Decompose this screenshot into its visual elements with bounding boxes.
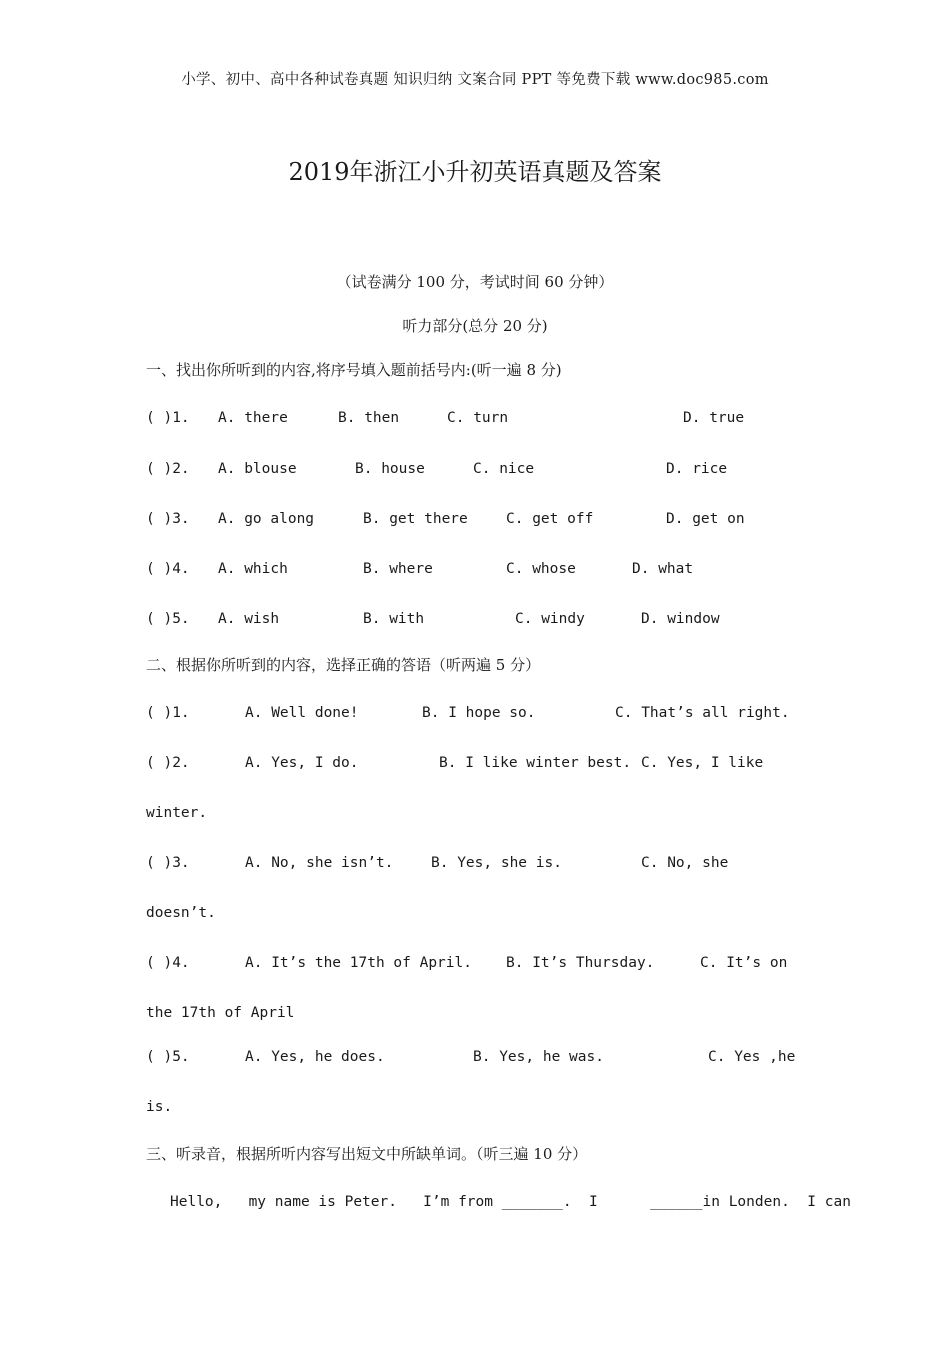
option-c: C. No, she	[641, 855, 729, 871]
option-c: C. windy	[515, 611, 585, 627]
question-number: ( )2.	[146, 755, 190, 771]
section1-heading: 一、找出你所听到的内容,将序号填入题前括号内:(听一遍 8 分)	[146, 361, 562, 379]
option-a: A. which	[218, 561, 288, 577]
option-b: B. where	[363, 561, 433, 577]
option-d: D. get on	[666, 511, 745, 527]
question-number: ( )5.	[146, 1049, 190, 1065]
question-number: ( )1.	[146, 705, 190, 721]
question-number: ( )5.	[146, 611, 190, 627]
option-b: B. Yes, she is.	[431, 855, 562, 871]
option-b: B. with	[363, 611, 425, 627]
option-c-continued: is.	[146, 1099, 173, 1115]
listening-title: 听力部分(总分 20 分)	[402, 317, 548, 335]
option-c-continued: the 17th of April	[146, 1005, 295, 1021]
question-number: ( )4.	[146, 561, 190, 577]
option-c: C. whose	[506, 561, 576, 577]
option-a: A. No, she isn’t.	[245, 855, 394, 871]
option-c: C. Yes ,he	[708, 1049, 796, 1065]
option-d: D. rice	[666, 461, 728, 477]
option-c: C. Yes, I like	[641, 755, 764, 771]
option-a: A. Well done!	[245, 705, 359, 721]
option-b: B. I hope so.	[422, 705, 536, 721]
question-number: ( )4.	[146, 955, 190, 971]
option-b: B. house	[355, 461, 425, 477]
option-a: A. there	[218, 410, 288, 426]
option-b: B. Yes, he was.	[473, 1049, 604, 1065]
question-number: ( )2.	[146, 461, 190, 477]
question-number: ( )3.	[146, 855, 190, 871]
option-d: D. true	[683, 410, 745, 426]
option-c: C. That’s all right.	[615, 705, 790, 721]
passage-text: Hello, my name is Peter. I’m from _______. I ______in Londen. I can	[170, 1194, 851, 1210]
option-c: C. It’s on	[700, 955, 788, 971]
option-d: D. window	[641, 611, 720, 627]
question-number: ( )1.	[146, 410, 190, 426]
option-c-continued: doesn’t.	[146, 905, 216, 921]
page-header: 小学、初中、高中各种试卷真题 知识归纳 文案合同 PPT 等免费下载 www.doc985.com	[181, 72, 769, 88]
option-b: B. I like winter best.	[439, 755, 632, 771]
page-title: 2019年浙江小升初英语真题及答案	[288, 158, 662, 186]
section3-heading: 三、听录音，根据所听内容写出短文中所缺单词。（听三遍 10 分）	[146, 1145, 588, 1163]
option-a: A. blouse	[218, 461, 297, 477]
option-b: B. It’s Thursday.	[506, 955, 655, 971]
option-a: A. Yes, I do.	[245, 755, 359, 771]
option-c: C. turn	[447, 410, 509, 426]
section2-heading: 二、根据你所听到的内容，选择正确的答语（听两遍 5 分）	[146, 656, 541, 674]
option-b: B. then	[338, 410, 400, 426]
option-c: C. nice	[473, 461, 535, 477]
exam-info: （试卷满分 100 分，考试时间 60 分钟）	[336, 273, 614, 291]
option-b: B. get there	[363, 511, 468, 527]
option-c-continued: winter.	[146, 805, 208, 821]
option-d: D. what	[632, 561, 694, 577]
option-a: A. It’s the 17th of April.	[245, 955, 472, 971]
option-c: C. get off	[506, 511, 594, 527]
option-a: A. wish	[218, 611, 280, 627]
option-a: A. Yes, he does.	[245, 1049, 385, 1065]
option-a: A. go along	[218, 511, 315, 527]
question-number: ( )3.	[146, 511, 190, 527]
